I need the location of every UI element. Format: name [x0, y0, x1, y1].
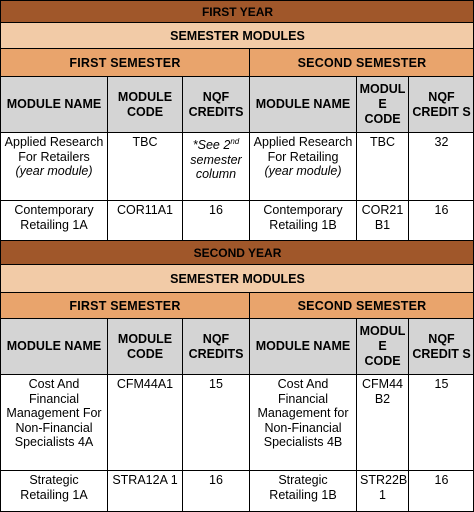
- first-year-second-semester-heading: SECOND SEMESTER: [249, 48, 474, 76]
- module-code-cell: CFM44 B2: [356, 374, 408, 470]
- nqf-credits-cell: 15: [182, 374, 249, 470]
- col-header-nqf-credits: NQF CREDIT S: [408, 76, 474, 132]
- col-header-module-name: MODULE NAME: [249, 76, 356, 132]
- module-name-cell: Cost And Financial Management For Non-Financial Specialists 4A: [0, 374, 107, 470]
- module-code-cell: STRA12A 1: [107, 470, 182, 512]
- module-code-cell: COR11A1: [107, 200, 182, 240]
- first-year-title: FIRST YEAR: [0, 0, 474, 22]
- second-year-first-semester-heading: FIRST SEMESTER: [0, 292, 249, 318]
- module-code-cell: CFM44A1: [107, 374, 182, 470]
- col-header-nqf-credits: NQF CREDITS: [182, 318, 249, 374]
- col-header-module-code: MODUL E CODE: [356, 318, 408, 374]
- nqf-credits-cell: *See 2nd semester column: [182, 132, 249, 200]
- col-header-module-name: MODULE NAME: [0, 76, 107, 132]
- nqf-credits-cell: 16: [182, 200, 249, 240]
- second-year-semester-modules: SEMESTER MODULES: [0, 264, 474, 292]
- module-name-cell: Strategic Retailing 1A: [0, 470, 107, 512]
- col-header-module-code: MODULE CODE: [107, 76, 182, 132]
- module-code-cell: STR22B 1: [356, 470, 408, 512]
- first-year-first-semester-heading: FIRST SEMESTER: [0, 48, 249, 76]
- second-year-second-semester-heading: SECOND SEMESTER: [249, 292, 474, 318]
- module-name-cell: Strategic Retailing 1B: [249, 470, 356, 512]
- module-name-cell: Applied Research For Retailing (year module): [249, 132, 356, 200]
- col-header-module-name: MODULE NAME: [249, 318, 356, 374]
- module-name-cell: Cost And Financial Management for Non-Financial Specialists 4B: [249, 374, 356, 470]
- second-year-title: SECOND YEAR: [0, 240, 474, 264]
- col-header-module-name: MODULE NAME: [0, 318, 107, 374]
- module-name-cell: Contemporary Retailing 1A: [0, 200, 107, 240]
- nqf-credits-cell: 16: [408, 470, 474, 512]
- nqf-credits-cell: 15: [408, 374, 474, 470]
- module-code-cell: COR21 B1: [356, 200, 408, 240]
- module-name-cell: Applied Research For Retailers (year module): [0, 132, 107, 200]
- module-name-cell: Contemporary Retailing 1B: [249, 200, 356, 240]
- col-header-nqf-credits: NQF CREDIT S: [408, 318, 474, 374]
- col-header-module-code: MODUL E CODE: [356, 76, 408, 132]
- nqf-credits-cell: 32: [408, 132, 474, 200]
- first-year-semester-modules: SEMESTER MODULES: [0, 22, 474, 48]
- col-header-nqf-credits: NQF CREDITS: [182, 76, 249, 132]
- nqf-credits-cell: 16: [182, 470, 249, 512]
- module-code-cell: TBC: [107, 132, 182, 200]
- module-code-cell: TBC: [356, 132, 408, 200]
- col-header-module-code: MODULE CODE: [107, 318, 182, 374]
- nqf-credits-cell: 16: [408, 200, 474, 240]
